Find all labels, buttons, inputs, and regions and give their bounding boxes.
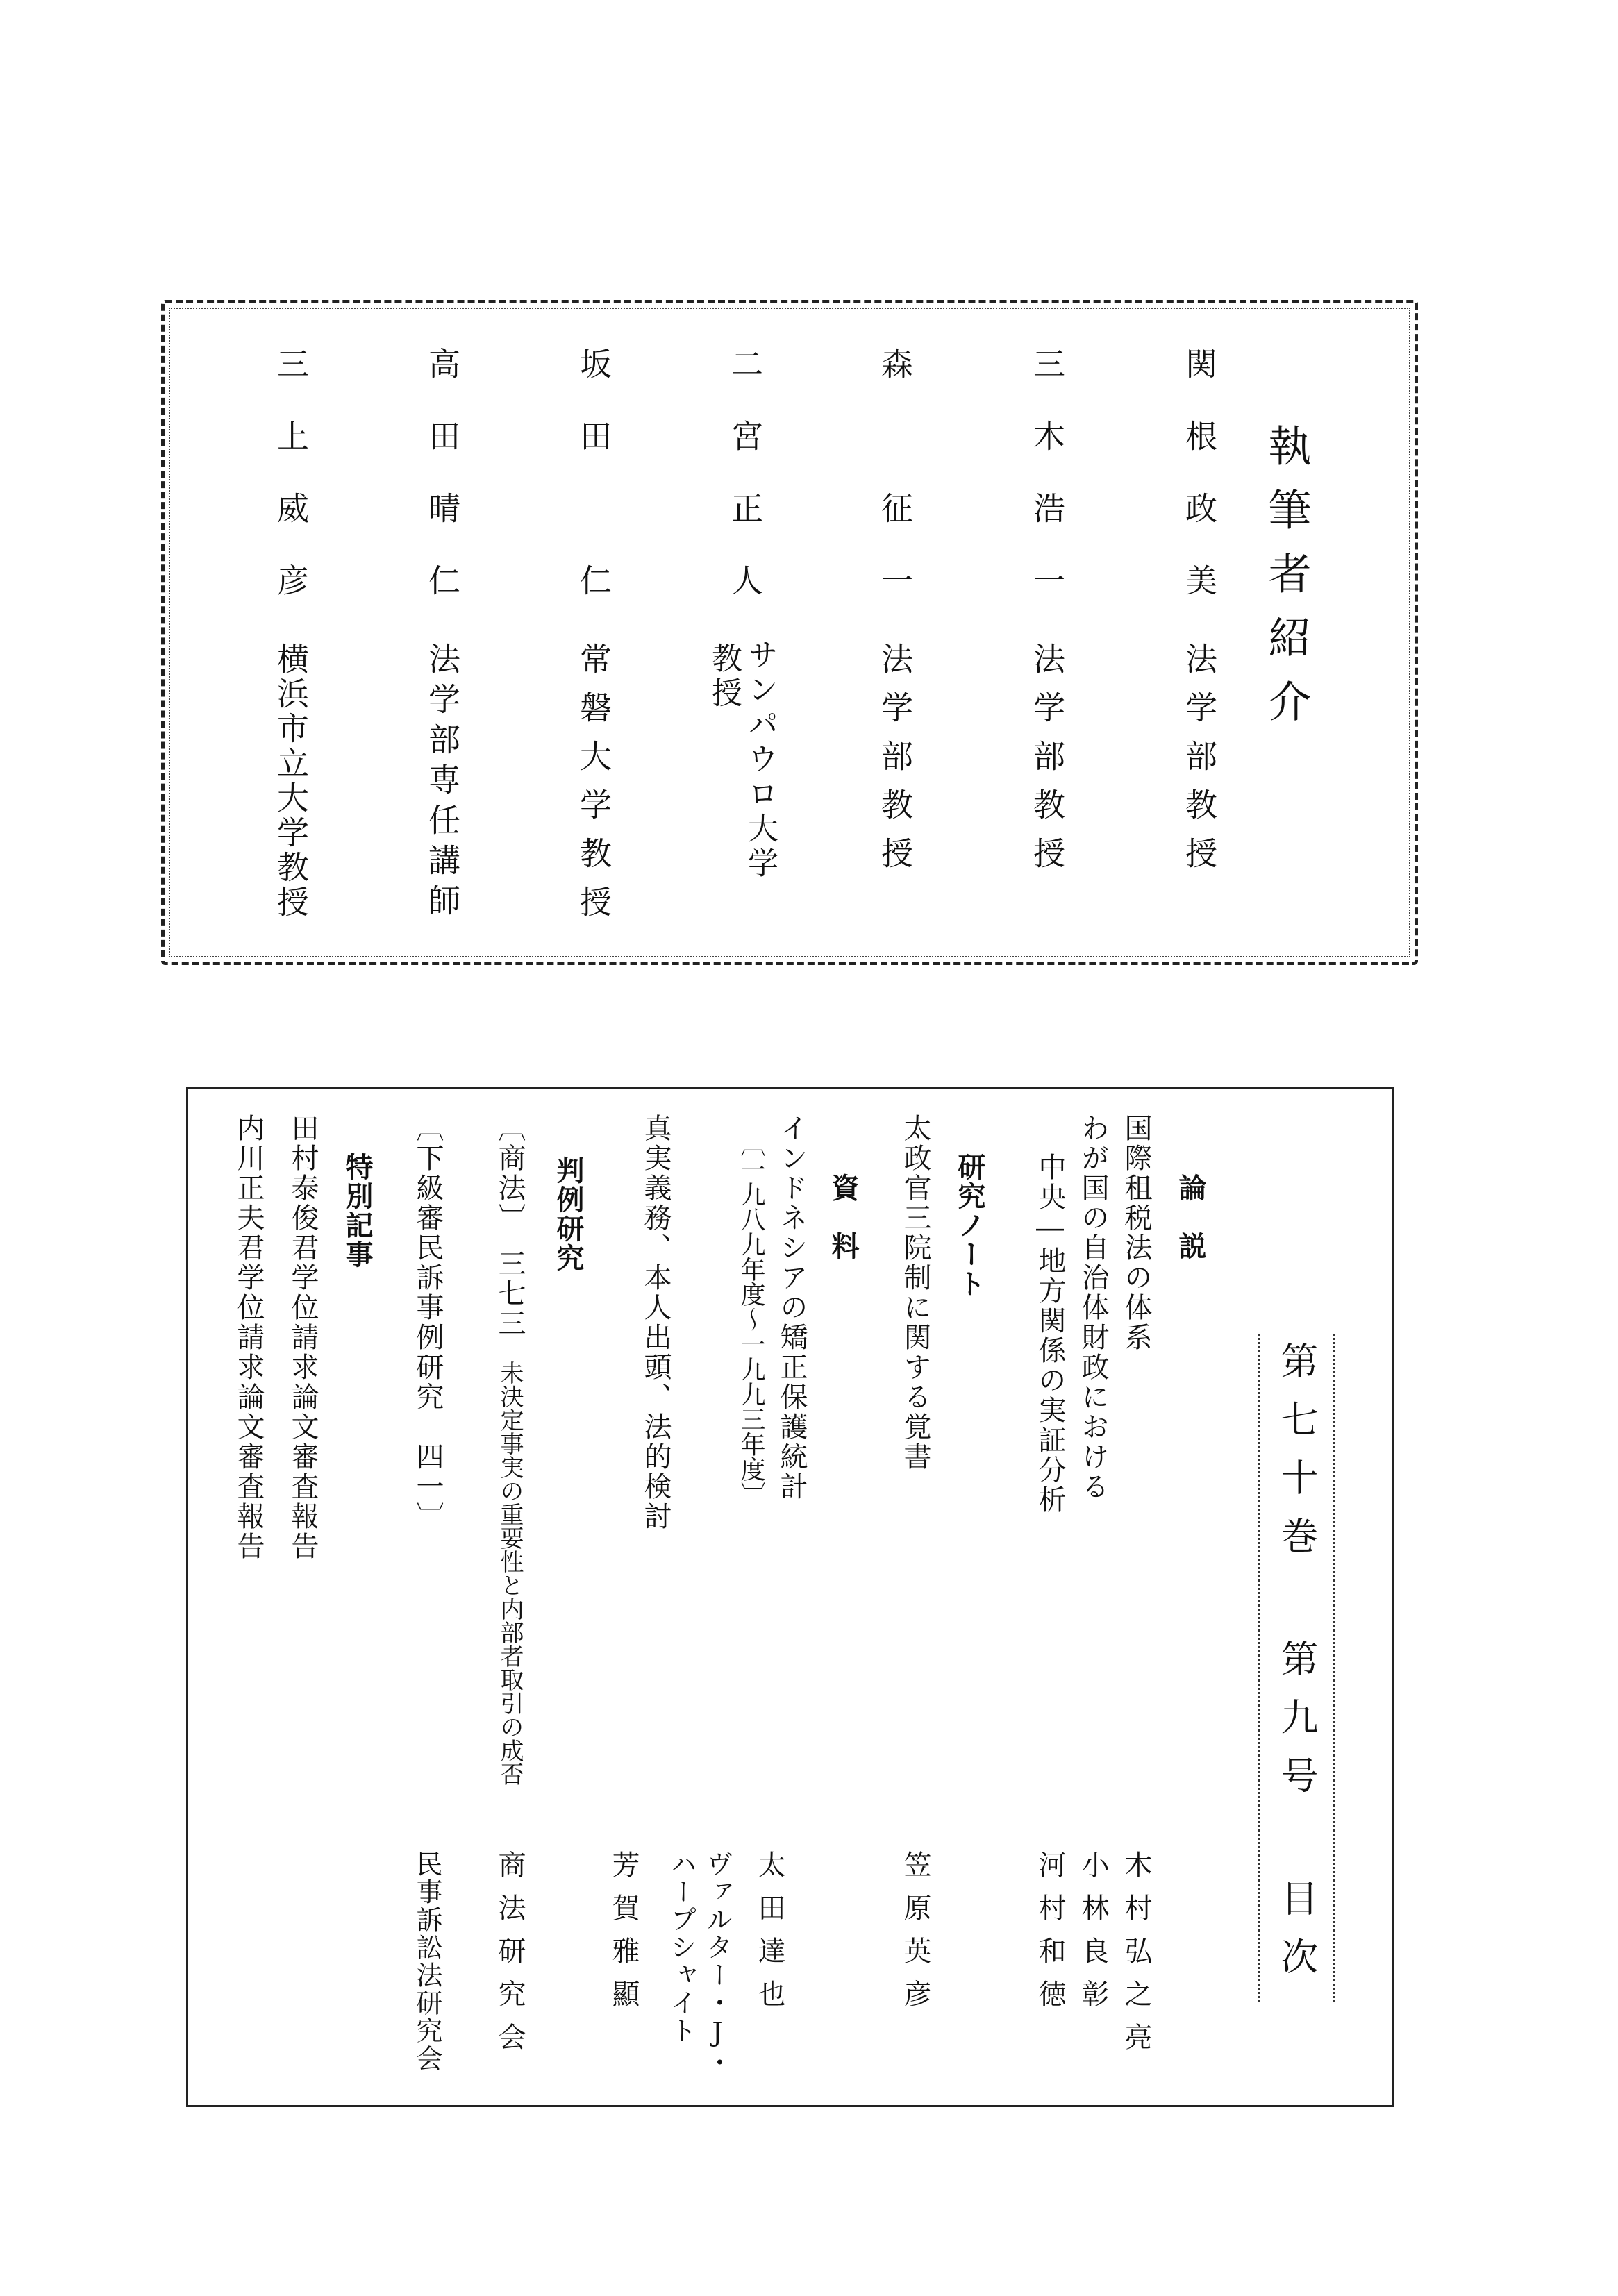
toc-entry-author: 芳賀雅顯 <box>608 1850 640 2022</box>
contributor-name: 三木浩一 <box>1028 347 1066 636</box>
contributor-name: 三上威彦 <box>272 347 310 636</box>
toc-entry-author: 河村和徳 <box>1034 1850 1066 2022</box>
contributors-box <box>161 300 1418 965</box>
contributors-title: 執筆者紹介 <box>1261 424 1312 743</box>
toc-entry-author: 太田達也 <box>753 1850 785 2022</box>
toc-entry-author: 木村弘之亮 <box>1120 1850 1152 2065</box>
toc-entry-title: 〔商法〕 三七三 <box>494 1114 526 1339</box>
toc-entry-title: 国際租税法の体系 <box>1120 1114 1152 1352</box>
contributor-affiliation: 法学部教授 <box>1181 642 1218 885</box>
contributor-affiliation: 常磐大学教授 <box>575 642 612 934</box>
section-heading-kenkyu-note: 研究ノート <box>953 1153 985 1298</box>
toc-entry-title: 田村泰俊君学位請求論文審査報告 <box>287 1114 319 1561</box>
section-heading-hanrei: 判例研究 <box>552 1156 584 1273</box>
toc-entry-author: 民事訴訟法研究会 <box>412 1850 442 2072</box>
toc-title: 第七十巻 第九号 目次 <box>1258 1334 1335 2002</box>
contributor-affiliation: 法学部教授 <box>1028 642 1066 885</box>
section-heading-shiryo: 資 料 <box>827 1173 859 1261</box>
contributor-affiliation: サンパウロ大学 <box>742 639 778 882</box>
toc-entry-title: 真実義務、本人出頭、法的検討 <box>640 1114 672 1532</box>
contributor-name: 関根政美 <box>1181 347 1218 636</box>
toc-entry-title: 内川正夫君学位請求論文審査報告 <box>233 1114 265 1561</box>
toc-entry-author: ハープシャイト <box>666 1850 697 2045</box>
contributor-affiliation: 法学部専任講師 <box>424 642 461 924</box>
toc-entry-author: 笠原英彦 <box>899 1850 931 2022</box>
toc-entry-author: ヴァルター・J・ <box>702 1850 733 2077</box>
toc-entry-author: 商法研究会 <box>494 1850 526 2065</box>
section-heading-tokubetsu: 特別記事 <box>341 1153 373 1269</box>
toc-entry-title: わが国の自治体財政における <box>1077 1114 1109 1502</box>
contributor-affiliation: 横浜市立大学教授 <box>272 642 310 920</box>
toc-entry-subtitle: 〔一九八九年度～一九九三年度〕 <box>737 1132 765 1507</box>
contributor-name: 坂田 仁 <box>575 347 612 636</box>
toc-entry-author: 小林良彰 <box>1077 1850 1109 2022</box>
contributor-name: 高田晴仁 <box>424 347 461 636</box>
section-heading-ronsetsu: 論 説 <box>1174 1173 1206 1261</box>
toc-entry-title: 〔下級審民訴事例研究 四一〕 <box>412 1114 444 1532</box>
contributor-affiliation: 教授 <box>706 642 742 712</box>
contributor-affiliation: 法学部教授 <box>876 642 914 885</box>
toc-entry-title: 中央―地方関係の実証分析 <box>1034 1153 1066 1515</box>
contributor-name: 森 征一 <box>876 347 914 636</box>
contributor-name: 二宮正人 <box>726 347 764 636</box>
toc-entry-title: 未決定事実の重要性と内部者取引の成否 <box>496 1361 524 1786</box>
toc-entry-title: 太政官三院制に関する覚書 <box>899 1114 931 1472</box>
toc-entry-title: インドネシアの矯正保護統計 <box>776 1114 808 1502</box>
